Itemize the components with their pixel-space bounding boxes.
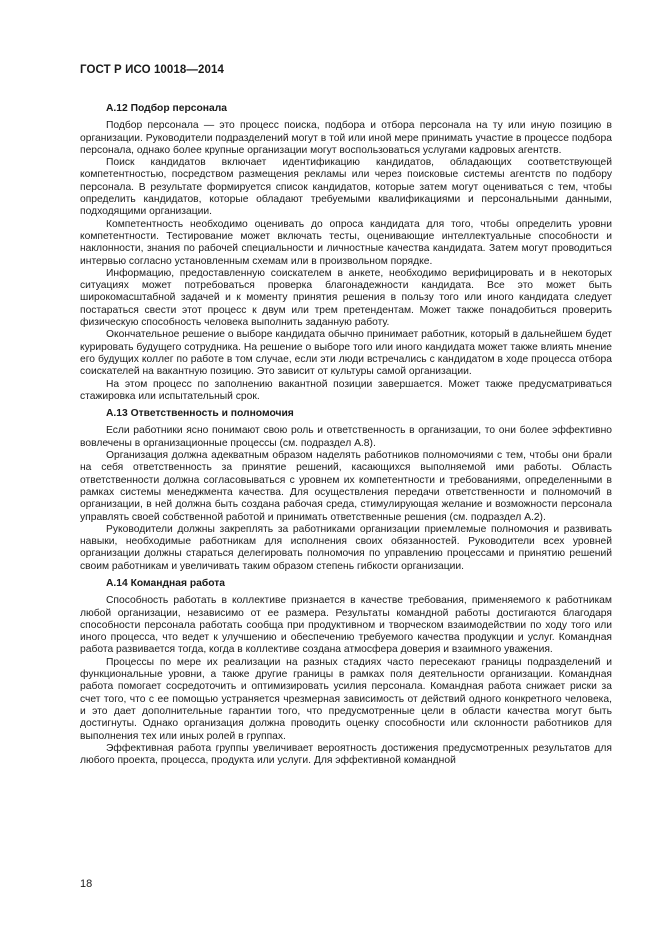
page-number: 18 bbox=[80, 878, 93, 890]
standard-header: ГОСТ Р ИСО 10018—2014 bbox=[80, 64, 225, 76]
section-title-a14: А.14 Командная работа bbox=[106, 577, 226, 589]
paragraph: На этом процесс по заполнению вакантной позиции завершается. Может также предусматриваться стажировка или испытательный срок. bbox=[80, 378, 612, 402]
section-title-a13: А.13 Ответственность и полномочия bbox=[106, 408, 294, 420]
paragraph: Организация должна адекватным образом наделять работников полномочиями с тем, чтобы они брали на себя ответственность за принятие решений, касающихся выполняемой ими работы. Область ответственности должна согласовываться с уровнем их компетентности и требованиями, определенными в рамках системы менеджмента качества. Для осуществления передачи ответственности и полномочий в организации, в ней должна быть создана рабочая среда, стимулирующая желание и возможности персонала управлять своей собственной работой и принимать ответственные решения (см. подраздел А.2). bbox=[80, 450, 612, 523]
paragraph: Способность работать в коллективе признается в качестве требования, применяемого к работникам любой организации, независимо от ее размера. Результаты командной работы достигаются благодаря способности персонала работать сообща при продуктивном и творческом взаимодействии по ходу того или иного процесса, что ведет к улучшению и обеспечению требуемого качества продукции и услуг. Командная работа развивается тогда, когда в коллективе создана атмосфера доверия и взаимного уважения. bbox=[80, 595, 612, 656]
paragraph: Поиск кандидатов включает идентификацию кандидатов, обладающих соответствующей компетентностью, посредством размещения рекламы или через поисковые системы агентств по подбору персонала. В результате формируется список кандидатов, которые затем могут оцениваться с тем, чтобы определить кандидатов, которые обладают требуемыми квалификациями и персональными данными, подходящими организации. bbox=[80, 157, 612, 218]
paragraph: Процессы по мере их реализации на разных стадиях часто пересекают границы подразделений и функциональные уровни, а также другие границы в рамках поля деятельности организации. Командная работа помогает сосредоточить и оптимизировать усилия персонала. Командная работа снижает риски за счет того, что с ее помощью устраняется чрезмерная зависимость от действий одного конкретного человека, и это дает дополнительные гарантии того, что предусмотренные цели в области качества могут быть достигнуты. Однако организация должна проводить оценку способности или склонности работников для выполнения тех или иных ролей в группах. bbox=[80, 656, 612, 742]
paragraph: Если работники ясно понимают свою роль и ответственность в организации, то они более эффективно вовлечены в организационные процессы (см. подраздел А.8). bbox=[80, 425, 612, 449]
section-title-a12: А.12 Подбор персонала bbox=[106, 103, 227, 114]
paragraph: Окончательное решение о выборе кандидата обычно принимает работник, который в дальнейшем будет курировать будущего сотрудника. На решение о выборе того или иного кандидата может также влиять мнение его будущих коллег по работе в том случае, если эти люди встречались с кандидатом в ходе процесса отбора соискателей на вакантную позицию. Это зависит от культуры самой организации. bbox=[80, 329, 612, 378]
paragraph: Руководители должны закреплять за работниками организации приемлемые полномочия и развивать навыки, необходимые работникам для исполнения своих обязанностей. Руководители всех уровней организации должны стараться делегировать полномочия по управлению процессами и принятию решений своим работникам и увеличивать таким образом степень гибкости организации. bbox=[80, 523, 612, 572]
page-content bbox=[80, 103, 612, 767]
paragraph: Информацию, предоставленную соискателем в анкете, необходимо верифицировать и в некоторых ситуациях может потребоваться проверка благонадежности кандидата. Все это может быть широкомасштабной задачей и к моменту принятия решения в пользу того или иного кандидата следует постараться свести этот процесс к двум или трем претендентам. Может также понадобиться проверить физическую способность человека выполнить заданную работу. bbox=[80, 267, 612, 329]
paragraph: Подбор персонала — это процесс поиска, подбора и отбора персонала на ту или иную позицию в организации. Руководители подразделений могут в той или иной мере принимать участие в процессе подбора персонала, однако более крупные организации могут воспользоваться услугами кадровых агентств. bbox=[80, 120, 612, 156]
paragraph: Эффективная работа группы увеличивает вероятность достижения предусмотренных результатов для любого проекта, процесса, продукта или услуги. Для эффективной командной bbox=[80, 742, 612, 767]
paragraph: Компетентность необходимо оценивать до опроса кандидата для того, чтобы определить уровни компетентности. Тестирование может включать тесты, оценивающие интеллектуальные способности и наклонности, знания по рабочей специальности и личностные качества кандидата. Затем могут проводиться интервью согласно установленным схемам или в произвольном порядке. bbox=[80, 218, 612, 267]
